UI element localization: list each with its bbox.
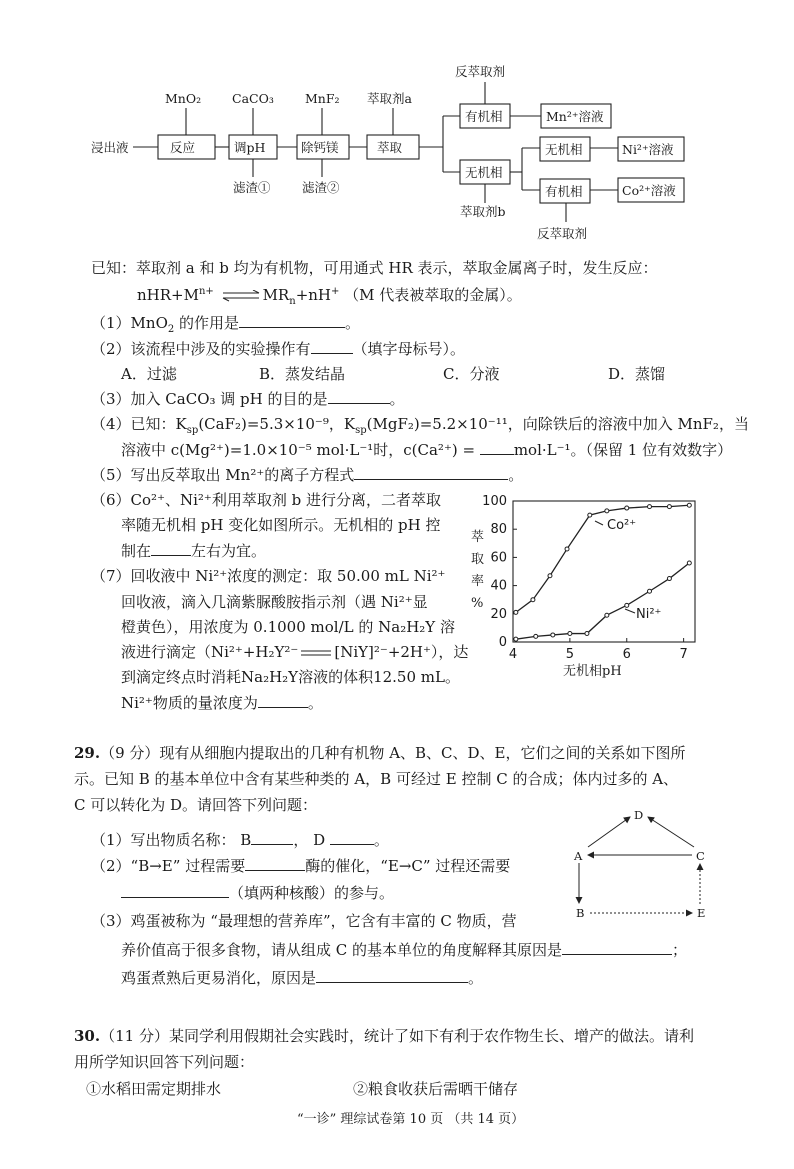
eq-right2-sup: + xyxy=(331,286,340,297)
data-point xyxy=(648,589,652,593)
q28-6-l3 xyxy=(121,538,266,564)
q29-3-2: 养价值高于很多食物，请从组成 C 的基本单位的角度解释其原因是 xyxy=(121,941,563,959)
data-point xyxy=(625,506,629,510)
eq-right-sub: n xyxy=(289,296,296,307)
relationship-diagram xyxy=(568,803,718,928)
x-tick-label: 7 xyxy=(679,647,688,662)
process-flowchart xyxy=(0,0,794,250)
reagent-mno2: MnO₂ xyxy=(165,91,202,106)
step-label-adjust-ph: 调pH xyxy=(234,140,266,155)
answer-blank[interactable] xyxy=(354,463,508,480)
data-point xyxy=(667,577,671,581)
y-tick-label: 20 xyxy=(490,606,507,622)
answer-blank[interactable] xyxy=(330,828,374,845)
q28-2-suffix: （填字母标号）。 xyxy=(352,340,466,358)
leader-ni xyxy=(625,609,635,613)
reagent-extractant-a: 萃取剂a xyxy=(367,91,412,106)
node-b: B xyxy=(576,906,585,920)
q28-option-c: C．分液 xyxy=(443,365,500,383)
q30-l1: 某同学利用假期社会实践时，统计了如下有利于农作物生长、增产的做法。请利 xyxy=(168,1027,694,1045)
q29-score: （9 分） xyxy=(100,744,160,762)
series-line-0 xyxy=(516,505,689,612)
q29-line2: 示。已知 B 的基本单位中含有某些种类的 A，B 可经过 E 控制 C 的合成；体内过多的 A、 xyxy=(74,770,679,788)
q28-4-b: (CaF₂)=5.3×10⁻⁹，K xyxy=(198,415,356,433)
q28-7-4a: 液进行滴定（Ni²⁺+H₂Y²⁻ xyxy=(121,643,299,661)
q28-6-l2: 率随无机相 pH 变化如图所示。无机相的 pH 控 xyxy=(121,516,441,534)
answer-blank[interactable] xyxy=(328,387,390,404)
q29-number: 29. xyxy=(74,744,101,762)
data-point xyxy=(531,598,535,602)
data-point xyxy=(514,610,518,614)
q28-6-3a: 制在 xyxy=(121,542,152,560)
data-point xyxy=(687,503,691,507)
q28-7-l6 xyxy=(121,690,323,716)
q29-line3: C 可以转化为 D。请回答下列问题： xyxy=(74,796,318,814)
arrow-c-to-d xyxy=(648,817,694,847)
co-solution-label: Co²⁺溶液 xyxy=(622,183,676,198)
plot-frame xyxy=(513,501,695,642)
q28-7-6a: Ni²⁺物质的量浓度为 xyxy=(121,694,258,712)
data-point xyxy=(605,509,609,513)
q28-option-a: A．过滤 xyxy=(121,365,177,383)
q28-7-l2: 回收液，滴入几滴紫脲酸胺指示剂（遇 Ni²⁺显 xyxy=(121,593,428,611)
answer-blank[interactable] xyxy=(151,539,191,556)
q28-7-4b: [NiY]²⁻+2H⁺），达 xyxy=(334,643,469,661)
q29-1-a: （1）写出物质名称： B xyxy=(91,831,252,849)
extractant-b-label: 萃取剂b xyxy=(460,204,506,219)
answer-blank[interactable] xyxy=(239,311,345,328)
q29-1-c: 。 xyxy=(373,831,389,849)
q29-3-l2: 养价值高于很多食物，请从组成 C 的基本单位的角度解释其原因是 ； xyxy=(121,937,687,963)
q28-1: （1）MnO$_2$ 的作用是 。 xyxy=(91,310,360,336)
answer-blank[interactable] xyxy=(480,438,514,455)
eq-right: MR xyxy=(262,286,290,304)
extraction-equation xyxy=(137,282,522,308)
q28-3-text: （3）加入 CaCO₃ 调 pH 的目的是 xyxy=(91,390,328,408)
arrow-a-to-d xyxy=(588,817,630,847)
q28-4-line1 xyxy=(91,411,749,437)
data-point xyxy=(687,561,691,565)
node-e: E xyxy=(697,906,706,920)
organic-phase-label-2: 有机相 xyxy=(545,184,583,199)
back-extractant-top: 反萃取剂 xyxy=(455,64,506,79)
q29-2-b: 酶的催化，“E→C” 过程还需要 xyxy=(305,857,511,875)
node-a: A xyxy=(574,849,583,863)
y-tick-label: 100 xyxy=(482,494,507,509)
eq-right2: +nH xyxy=(295,286,331,304)
q28-2-text: （2）该流程中涉及的实验操作有 xyxy=(91,340,311,358)
q28-4-e: mol·L⁻¹。（保留 1 位有效数字） xyxy=(513,441,733,459)
answer-blank[interactable] xyxy=(121,881,229,898)
q28-4-d: 溶液中 c(Mg²⁺)=1.0×10⁻⁵ mol·L⁻¹时，c(Ca²⁺) = xyxy=(121,441,476,459)
flow-input-label: 浸出液 xyxy=(91,140,129,155)
node-d: D xyxy=(634,808,644,822)
answer-blank[interactable] xyxy=(311,337,353,354)
equals-arrow-icon xyxy=(300,648,332,658)
aqueous-phase-label: 无机相 xyxy=(465,165,503,180)
q29-3-l1: （3）鸡蛋被称为 “最理想的营养库”，它含有丰富的 C 物质，营 xyxy=(91,912,517,930)
y-tick-label: 60 xyxy=(490,550,507,566)
q30-line2: 用所学知识回答下列问题： xyxy=(74,1053,255,1071)
data-point xyxy=(568,632,572,636)
q29-3-3a: 鸡蛋煮熟后更易消化，原因是 xyxy=(121,969,317,987)
q29-2-a: （2）“B→E” 过程需要 xyxy=(91,857,246,875)
ni-solution-label: Ni²⁺溶液 xyxy=(622,142,674,157)
q29-3-l3 xyxy=(121,965,483,991)
q28-7-l3: 橙黄色），用浓度为 0.1000 mol/L 的 Na₂H₂Y 溶 xyxy=(121,618,455,636)
data-point xyxy=(565,547,569,551)
eq-left-sup: n+ xyxy=(198,286,214,297)
eq-note: （M 代表被萃取的金属）。 xyxy=(344,286,522,304)
data-point xyxy=(585,632,589,636)
q28-4-a: （4）已知：K xyxy=(91,415,187,433)
data-point xyxy=(625,603,629,607)
q30-line1 xyxy=(74,1023,694,1049)
node-c: C xyxy=(696,849,705,863)
x-axis-label: 无机相pH xyxy=(563,664,622,679)
reagent-mnf2: MnF₂ xyxy=(305,91,340,106)
y-axis-label-char: % xyxy=(471,596,484,611)
q28-7-l4 xyxy=(121,639,468,665)
y-tick-label: 80 xyxy=(490,522,507,538)
step-label-reaction: 反应 xyxy=(170,140,196,155)
q28-2 xyxy=(91,336,465,362)
q29-2 xyxy=(91,853,510,879)
q28-1-text: 的作用是 xyxy=(174,314,240,332)
data-point xyxy=(548,574,552,578)
q28-1-prefix: （1）MnO xyxy=(91,314,168,332)
x-tick-label: 4 xyxy=(508,647,518,662)
answer-blank[interactable] xyxy=(562,938,672,955)
data-point xyxy=(588,513,592,517)
y-tick-label: 0 xyxy=(498,635,507,650)
q28-5-text: （5）写出反萃取出 Mn²⁺的离子方程式 xyxy=(91,466,355,484)
q29-l1: 现有从细胞内提取出的几种有机物 A、B、C、D、E，它们之间的关系如下图所 xyxy=(159,744,686,762)
q28-7-l5: 到滴定终点时消耗Na₂H₂Y溶液的体积12.50 mL。 xyxy=(121,668,460,686)
x-tick-label: 5 xyxy=(565,647,575,662)
q28-4-c: (MgF₂)=5.2×10⁻¹¹，向除铁后的溶液中加入 MnF₂，当 xyxy=(366,415,749,433)
data-point xyxy=(514,637,518,641)
residue-2: 滤渣② xyxy=(302,180,340,195)
page-footer: “一诊” 理综试卷第 10 页 （共 14 页） xyxy=(297,1112,525,1127)
equilibrium-arrow-icon xyxy=(221,290,261,302)
q29-1-b: ， D xyxy=(293,831,326,849)
q30-item1: ①水稻田需定期排水 xyxy=(86,1080,222,1098)
step-label-extract: 萃取 xyxy=(377,140,403,155)
sp-sub: sp xyxy=(186,425,199,436)
q28-option-b: B．蒸发结晶 xyxy=(259,365,346,383)
q28-4-line2 xyxy=(121,437,732,463)
data-point xyxy=(648,505,652,509)
data-point xyxy=(551,633,555,637)
q29-1 xyxy=(91,827,389,853)
series-line-1 xyxy=(516,563,689,639)
q30-number: 30. xyxy=(74,1027,101,1045)
y-axis-label-char: 萃 xyxy=(471,530,485,545)
y-tick-label: 40 xyxy=(490,578,507,594)
y-axis-label-char: 取 xyxy=(471,552,485,567)
answer-blank[interactable] xyxy=(245,854,305,871)
q28-7-l1: （7）回收液中 Ni²⁺浓度的测定：取 50.00 mL Ni²⁺ xyxy=(91,567,446,585)
answer-blank[interactable] xyxy=(258,691,308,708)
q30-item2: ②粮食收获后需晒干储存 xyxy=(353,1080,519,1098)
reagent-caco3: CaCO₃ xyxy=(232,91,274,106)
q28-3: （3）加入 CaCO₃ 调 pH 的目的是 。 xyxy=(91,386,405,412)
step-label-remove-ca-mg: 除钙镁 xyxy=(301,140,339,155)
aqueous-phase-label-2: 无机相 xyxy=(545,142,583,157)
organic-phase-label: 有机相 xyxy=(465,109,503,124)
x-tick-label: 6 xyxy=(622,647,631,662)
q29-2-c: （填两种核酸）的参与。 xyxy=(229,884,395,902)
data-point xyxy=(534,634,538,638)
series-label-ni: Ni²⁺ xyxy=(636,607,662,622)
answer-blank[interactable] xyxy=(316,966,468,983)
residue-1: 滤渣① xyxy=(233,180,271,195)
answer-blank[interactable] xyxy=(251,828,293,845)
q28-option-d: D．蒸馏 xyxy=(608,365,666,383)
known-intro: 已知：萃取剂 a 和 b 均为有机物，可用通式 HR 表示，萃取金属离子时，发生反应： xyxy=(91,259,658,277)
leader-co xyxy=(595,521,603,525)
data-point xyxy=(667,505,671,509)
eq-left: nHR+M xyxy=(137,286,199,304)
q29-3-3b: 。 xyxy=(468,969,484,987)
mn-solution-label: Mn²⁺溶液 xyxy=(546,109,604,124)
q28-7-6b: 。 xyxy=(307,694,323,712)
sp-sub: sp xyxy=(355,425,367,436)
back-extractant-bottom: 反萃取剂 xyxy=(537,226,588,241)
q28-5: （5）写出反萃取出 Mn²⁺的离子方程式 。 xyxy=(91,462,523,488)
q29-2-cont xyxy=(121,880,394,906)
q28-6-l1: （6）Co²⁺、Ni²⁺利用萃取剂 b 进行分离，二者萃取 xyxy=(91,491,441,509)
series-label-co: Co²⁺ xyxy=(607,518,637,533)
data-point xyxy=(605,613,609,617)
q30-score: （11 分） xyxy=(100,1027,169,1045)
y-axis-label-char: 率 xyxy=(471,574,485,589)
q29-line1 xyxy=(74,740,686,766)
extraction-rate-chart xyxy=(455,485,705,685)
q28-6-3b: 左右为宜。 xyxy=(191,542,267,560)
